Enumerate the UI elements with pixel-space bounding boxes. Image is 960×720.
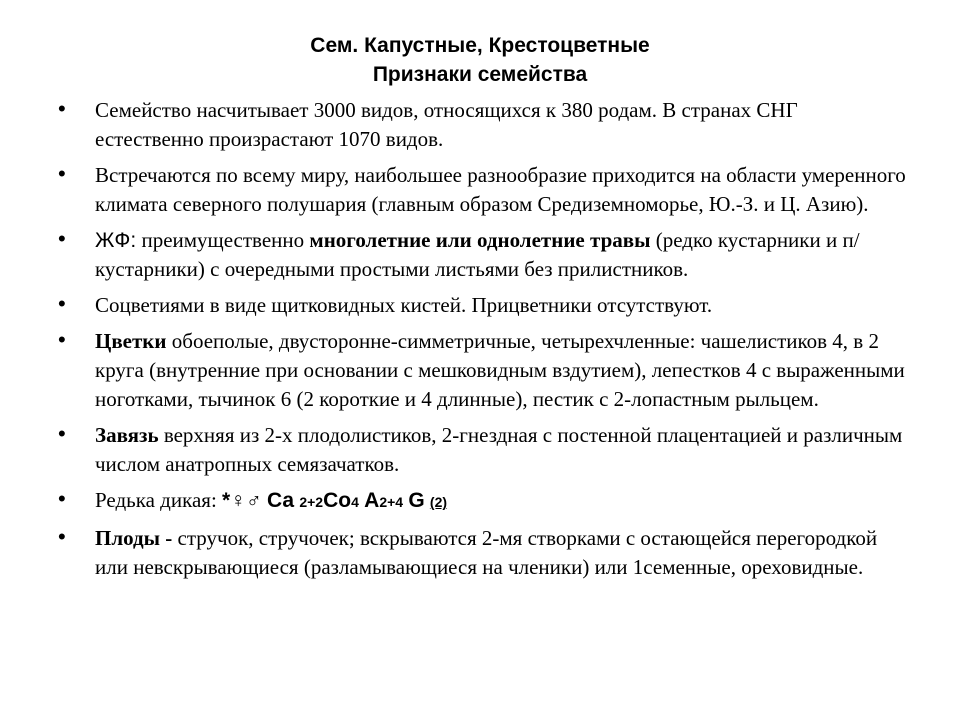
title-line-1: Сем. Капустные, Крестоцветные [310, 34, 650, 57]
flower-formula-symbols: *♀♂ [222, 489, 262, 512]
list-item [58, 291, 908, 320]
item-text: Редька дикая: [95, 488, 223, 512]
list-item [58, 161, 908, 219]
formula-gynoecium: G [408, 489, 425, 512]
formula-androecium: А [364, 489, 380, 512]
item-text: стручок, стручочек; вскрываются 2-мя створками с остающейся перегородкой или невскрывающиеся (разламывающиеся на членики) или 1семенные, ореховидные. [95, 526, 878, 579]
bullet-icon: • [58, 524, 66, 549]
formula-calyx-count: 2+2 [299, 494, 324, 510]
formula-calyx: Са [266, 489, 295, 512]
bullet-list [58, 96, 908, 589]
item-text: Соцветиями в виде щитковидных кистей. Прицветники отсутствуют. [95, 293, 713, 317]
list-item [58, 486, 908, 517]
bullet-icon: • [58, 291, 66, 316]
bullet-icon: • [58, 161, 66, 186]
bullet-icon: • [58, 96, 66, 121]
formula-gynoecium-count: (2) [429, 494, 448, 510]
item-text: обоеполые, двусторонне-симметричные, четырехчленные: чашелистиков 4, в 2 круга (внутренние при основании с мешковидным вздутием), лепестков 4 с выраженными ноготками, тычинок 6 (2 короткие и 4 длинные), пестик с 2-лопастным рыльцем. [95, 329, 905, 411]
list-item [58, 96, 908, 154]
bullet-icon: • [58, 486, 66, 511]
bullet-icon: • [58, 226, 66, 251]
item-text: преимущественно [136, 228, 310, 252]
item-bold: Завязь [95, 423, 159, 447]
list-item [58, 226, 908, 284]
formula-corolla: Со [323, 489, 352, 512]
item-label: ЖФ: [95, 229, 137, 252]
item-text: Встречаются по всему миру, наибольшее разнообразие приходится на области умеренного климата северного полушария (главным образом Средиземноморье, Ю.-З. и Ц. Азию). [95, 163, 906, 216]
item-bold: Плоды - [95, 526, 173, 550]
item-bold: многолетние или однолетние травы [309, 228, 651, 252]
list-item [58, 327, 908, 414]
item-text: верхняя из 2-х плодолистиков, 2-гнездная с постенной плацентацией и различным числом анатропных семязачатков. [95, 423, 903, 476]
item-text: Семейство насчитывает 3000 видов, относящихся к 380 родам. В странах СНГ естественно произрастают 1070 видов. [95, 98, 798, 151]
list-item [58, 524, 908, 582]
title-line-2: Признаки семейства [372, 63, 588, 86]
item-text: (редко кустарники и п/кустарники) с очередными простыми листьями без прилистников. [95, 228, 860, 281]
slide-title [0, 31, 960, 89]
bullet-icon: • [58, 327, 66, 352]
list-item [58, 421, 908, 479]
formula-androecium-count: 2+4 [379, 494, 404, 510]
bullet-icon: • [58, 421, 66, 446]
formula-corolla-count: 4 [351, 494, 359, 510]
item-bold: Цветки [95, 329, 167, 353]
